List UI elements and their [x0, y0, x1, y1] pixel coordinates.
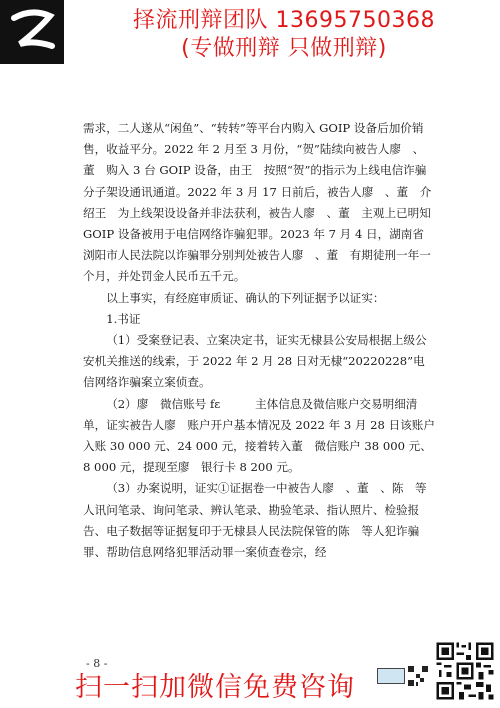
page-number: - 8 - — [86, 657, 108, 670]
paragraph-facts: 需求，二人遂从“闲鱼”、“转转”等平台内购入 GOIP 设备后加价销售，收益平分。2022 年 2 月至 3 月份，“贺”陆续向被告人廖 、董 购入 3 台 GOIP 设备，由王 按照“贺”的指示为上线电信诈骗分子架设通讯通道。2022 年 3 月 17 日前后，被告人廖 、董 介绍王 为上线架设设备并非法获利，被告人廖 、董 主观上已明知 GOIP 设备被用于电信网络诈骗犯罪。2023 年 7 月 4 日，湖南省浏阳市人民法院以诈骗罪分别判处被告人廖 、董 有期徒刑一年一个月，并处罚金人民币五千元。 — [83, 121, 432, 284]
paragraph-evidence-2: （2）廖 微信账号 fε 主体信息及微信账户交易明细清单，证实被告人廖 账户开户基本情况及 2022 年 3 月 28 日该账户入账 30 000 元、24 000 元，接着转入董 微信账户 38 000 元、8 000 元，提现至廖 银行卡 8 200 元。 — [83, 396, 435, 475]
bottom-ad-banner: 扫一扫加微信免费咨询 — [75, 672, 355, 703]
qr-code-icon[interactable] — [434, 640, 496, 702]
paragraph-evidence-1: （1）受案登记表、立案决定书，证实无棣县公安局根据上级公安机关推送的线索，于 2022 年 2 月 28 日对无棣“20220228”电信网络诈骗案立案侦查。 — [83, 333, 427, 390]
ad-line-top: 择流刑辩团队 13695750368 — [133, 8, 435, 33]
paragraph-evidence-intro: 以上事实，有经庭审质证、确认的下列证据予以证实： — [106, 290, 385, 305]
judgment-text — [83, 118, 435, 563]
ad-line-subtitle: (专做刑辩 只做刑辩) — [181, 36, 387, 61]
paragraph-evidence-3: （3）办案说明，证实①证据卷一中被告人廖 、董 、陈 等人讯问笔录、询问笔录、辨认笔录、勘验笔录、指认照片、检验报告、电子数据等证据复印于无棣县人民法院保管的陈 等人犯诈骗罪、帮助信息网络犯罪活动罪一案侦查卷宗，经 — [83, 481, 427, 560]
z-logo-icon — [0, 0, 64, 64]
heading-documentary-evidence: 1.书证 — [106, 311, 141, 326]
logo — [0, 0, 64, 64]
